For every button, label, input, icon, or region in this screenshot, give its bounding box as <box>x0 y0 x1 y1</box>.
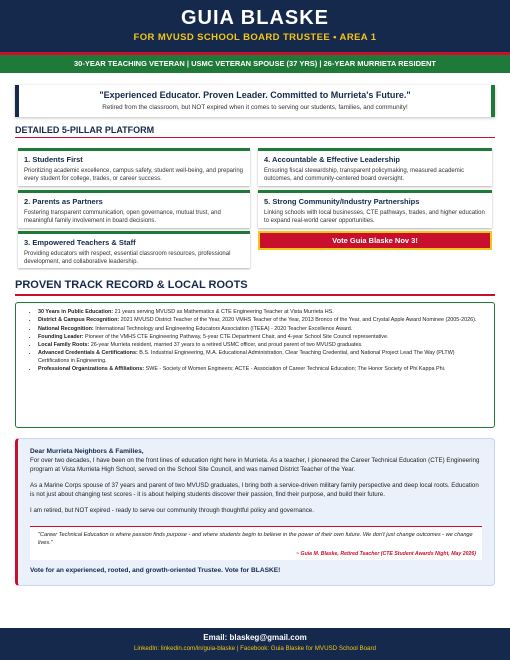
platform-heading: DETAILED 5-PILLAR PLATFORM <box>15 125 155 135</box>
record-item: • Professional Organizations & Affiliations: SWE - Society of Women Engineers; ACTE - Association of Career Technical Education; The Honor Society of Phi Kappa Phi. <box>38 366 484 373</box>
record-heading: PROVEN TRACK RECORD & LOCAL ROOTS <box>15 279 248 291</box>
pillar-card-3 <box>18 231 250 268</box>
quote-attribution: ~ Guia M. Blaske, Retired Teacher (CTE Student Awards Night, May 2026) <box>296 550 476 557</box>
quote-box <box>30 526 482 560</box>
letter-paragraph: For over two decades, I have been on the front lines of education right here in Murrieta. As a teacher, I pioneered the Career Technical Education (CTE) Engineering program at Vista Murrieta High School, served on the School Site Council, and was named District Teacher of the Year. <box>30 457 480 473</box>
pillar-card-4 <box>258 148 492 186</box>
quote-text: "Career Technical Education is where passion finds purpose - and where students begin to believe in the power of their own future. We don't just change outcomes - we change lives." <box>38 531 473 546</box>
letter-box <box>15 438 495 586</box>
candidate-name: GUIA BLASKE <box>180 7 330 29</box>
tagline-subline: Retired from the classroom, but NOT expired when it comes to serving our students, families, and community! <box>102 104 408 111</box>
pillar-description: Fostering transparent communication, open governance, mutual trust, and meaningful family involvement in board decisions. <box>24 210 221 225</box>
footer-email[interactable]: Email: blaskeg@gmail.com <box>203 633 307 642</box>
record-item: • 30 Years in Public Education: 21 years serving MVUSD as Mathematics & CTE Engineering Teacher at Vista Murrieta HS. <box>38 309 484 316</box>
candidate-subtitle: FOR MVUSD SCHOOL BOARD TRUSTEE • AREA 1 <box>133 32 377 43</box>
platform-divider <box>15 137 495 138</box>
pillar-description: Linking schools with local businesses, CTE pathways, trades, and higher education to expand real-world career opportunities. <box>264 210 485 225</box>
pillar-description: Prioritizing academic excellence, campus safety, student well-being, and preparing every student for college, trades, or career success. <box>24 168 244 183</box>
record-item: • National Recognition: International Technology and Engineering Educators Association (ITEEA) - 2020 Teacher Excellence Award. <box>38 326 484 333</box>
credentials-bar: 30-YEAR TEACHING VETERAN | USMC VETERAN SPOUSE (37 YRS) | 26-YEAR MURRIETA RESIDENT <box>0 55 510 73</box>
letter-greeting: Dear Murrieta Neighbors & Families, <box>30 448 144 455</box>
record-list <box>38 309 484 373</box>
pillar-title: 5. Strong Community/Industry Partnerships <box>264 197 420 206</box>
record-divider <box>15 294 495 296</box>
record-item: • Advanced Credentials & Certifications: B.S. Industrial Engineering, M.A. Educational Administration, Clear Teaching Credential, and National Project Lead The Way (PLTW) Certifications in Engineering. <box>38 350 484 365</box>
record-box <box>15 302 495 428</box>
pillar-title: 3. Empowered Teachers & Staff <box>24 238 136 247</box>
letter-closing: Vote for an experienced, rooted, and growth-oriented Trustee. Vote for BLASKE! <box>30 566 281 574</box>
pillar-card-1 <box>18 148 250 186</box>
footer-links[interactable]: LinkedIn: linkedin.com/in/guia-blaske | Facebook: Guia Blaske for MVUSD School Board <box>133 645 376 652</box>
record-item: • District & Campus Recognition: 2021 MVUSD District Teacher of the Year, 2020 VMHS Teacher of the Year, 2013 Bronco of the Year, and Crystal Apple Award Nominee (2005-2026). <box>38 317 484 324</box>
record-item: • Local Family Roots: 26-year Murrieta resident, married 37 years to a retired USMC officer, and proud parent of two MVUSD graduates. <box>38 342 484 349</box>
record-item: • Founding Leader: Pioneer of the VMHS CTE Engineering Pathway, 5-year CTE Department Chair, and 4-year School Site Council representative. <box>38 334 484 341</box>
footer <box>0 628 510 660</box>
pillar-card-5 <box>258 190 492 228</box>
pillar-description: Providing educators with respect, essential classroom resources, professional development, and collaborative leadership. <box>24 251 231 266</box>
pillar-card-2 <box>18 190 250 228</box>
header-banner <box>0 0 510 52</box>
letter-paragraph: As a Marine Corps spouse of 37 years and parent of two MVUSD graduates, I bring both a service-driven military family perspective and deep local roots. Education is not just about changing test scores - it is about helping students discover their passion, find their purpose, and build their future. <box>30 481 479 498</box>
letter-paragraph: I am retired, but NOT expired - ready to serve our community through thoughtful policy and governance. <box>30 506 314 514</box>
pillar-title: 1. Students First <box>24 155 83 164</box>
tagline-headline: "Experienced Educator. Proven Leader. Committed to Murrieta's Future." <box>99 90 411 100</box>
pillar-title: 4. Accountable & Effective Leadership <box>264 155 401 164</box>
vote-button[interactable]: Vote Guia Blaske Nov 3! <box>258 231 492 250</box>
pillar-description: Ensuring fiscal stewardship, transparent policymaking, measured academic outcomes, and community-centered board oversight. <box>264 168 465 183</box>
pillar-title: 2. Parents as Partners <box>24 197 103 206</box>
tagline-box <box>15 85 495 117</box>
